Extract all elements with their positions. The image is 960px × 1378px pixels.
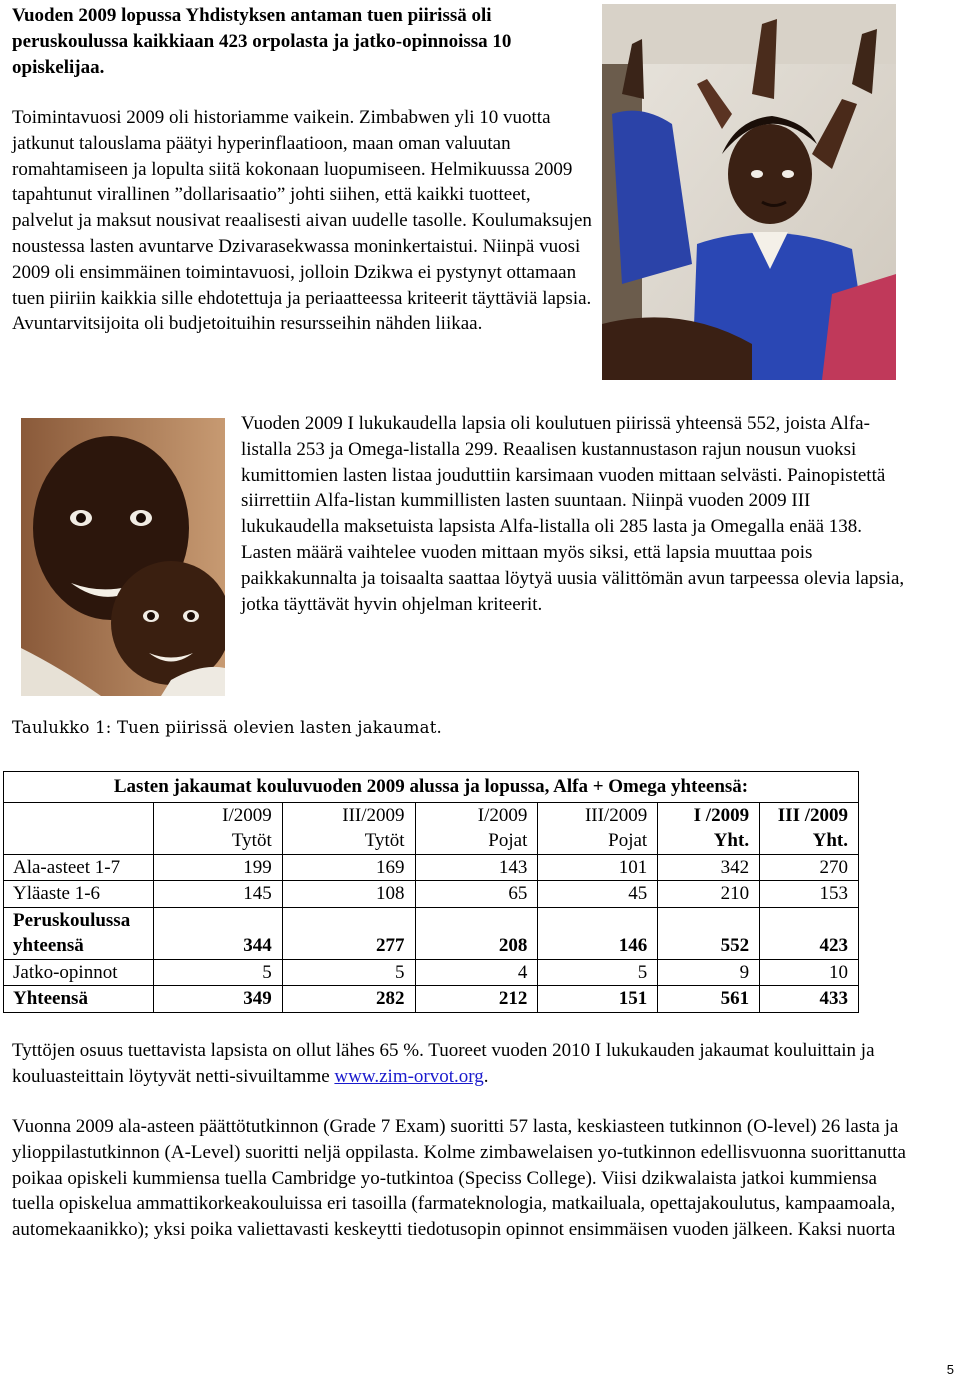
table-cell: 151 (538, 986, 658, 1013)
table-cell: 145 (153, 881, 282, 908)
distribution-table (3, 771, 859, 1013)
header-cell: III /2009 Yht. (760, 802, 859, 854)
header-cell: III/2009 Pojat (538, 802, 658, 854)
table-row (4, 881, 859, 908)
after-table-text: Tyttöjen osuus tuettavista lapsista on ollut lähes 65 %. Tuoreet vuoden 2010 I lukukauden jakaumat kouluittain ja kouluasteittain löytyvät netti-sivuiltamme (12, 1040, 875, 1087)
after-table-paragraph (12, 1038, 912, 1090)
classroom-photo (602, 4, 896, 380)
intro-lead: Vuoden 2009 lopussa Yhdistyksen antaman tuen piirissä oli peruskoulussa kaikkiaan 423 orpolasta ja jatko-opinnoissa 10 opiskelijaa. (12, 5, 512, 78)
table-cell: 4 (415, 959, 538, 986)
row-label: Yläaste 1-6 (4, 881, 154, 908)
table-title-row (4, 772, 859, 803)
table-cell: 9 (658, 959, 760, 986)
second-paragraph: Vuoden 2009 I lukukaudella lapsia oli koulutuen piirissä yhteensä 552, joista Alfa-listalla 253 ja Omega-listalla 299. Reaalisen kustannustason rajun nousun vuoksi kumittomien lasten listaa jouduttiin karsimaan vuoden mittaan selvästi. Painopistettä siirrettiin Alfa-listan kummillisten lasten suuntaan. Niinpä vuoden 2009 III lukukaudella maksetuista lapsista Alfa-listalla oli 285 lasta ja Omegalla enää 138. Lasten määrä vaihtelee vuoden mittaan myös siksi, että lapsia muuttaa pois paikkakunnalta ja toisaalta saattaa löytyä uusia välittömän avun tarpeessa olevia lapsia, jotka täyttävät hyvin ohjelman kriteerit. (241, 413, 905, 615)
table-cell: 282 (282, 986, 415, 1013)
after-table-end: . (483, 1065, 489, 1087)
table-cell: 208 (415, 907, 538, 959)
table-cell: 5 (282, 959, 415, 986)
table-row (4, 854, 859, 881)
table-cell: 5 (153, 959, 282, 986)
table-cell: 344 (153, 907, 282, 959)
table-row (4, 907, 859, 959)
header-cell: I/2009 Tytöt (153, 802, 282, 854)
table-cell: 108 (282, 881, 415, 908)
table-header-row (4, 802, 859, 854)
table-cell: 423 (760, 907, 859, 959)
final-paragraph: Vuonna 2009 ala-asteen päättötutkinnon (Grade 7 Exam) suoritti 57 lasta, keskiasteen tutkinnon (O-level) 26 lasta ja ylioppilastutkinnon (A-Level) suoritti neljä oppilasta. Kolme zimbawelaisen yo-tutkinnon edellisvuonna suorittanutta poikaa opiskeli kummiensa tuella Cambridge yo-tutkintoa (Speciss College). Viisi dzikwalaista jatkoi kummiensa tuella opiskelua ammattikorkeakouluissa eri tasoilla (farmateknologia, matkailuala, opettajakoulutus, kampaamoala, automekaanikko); yksi poika valiettavasti keskeytti tiedotusopin opinnot ensimmäisen vuoden jälkeen. Kaksi nuorta (12, 1116, 906, 1241)
table-cell: 210 (658, 881, 760, 908)
table-cell: 10 (760, 959, 859, 986)
row-label: Peruskoulussa yhteensä (4, 907, 154, 959)
table-cell: 199 (153, 854, 282, 881)
table-cell: 169 (282, 854, 415, 881)
table-row (4, 959, 859, 986)
table-cell: 5 (538, 959, 658, 986)
table-cell: 65 (415, 881, 538, 908)
children-photo (21, 418, 225, 696)
table-cell: 153 (760, 881, 859, 908)
table-cell: 552 (658, 907, 760, 959)
page-number: 5 (946, 1362, 954, 1377)
table-cell: 342 (658, 854, 760, 881)
table-cell: 277 (282, 907, 415, 959)
row-label: Jatko-opinnot (4, 959, 154, 986)
header-cell: I/2009 Pojat (415, 802, 538, 854)
table-cell: 45 (538, 881, 658, 908)
website-link[interactable]: www.zim-orvot.org (334, 1065, 484, 1087)
intro-paragraph: Toimintavuosi 2009 oli historiamme vaikein. Zimbabwen yli 10 vuotta jatkunut talouslama päätyi hyperinflaatioon, maan oman valuutan romahtamiseen ja lopulta siitä kokonaan luopumiseen. Helmikuussa 2009 tapahtunut virallinen ”dollarisaatio” johti siihen, että kaikki tuotteet, palvelut ja maksut nousivat reaalisesti aivan uudelle tasolle. Koulumaksujen noustessa lasten avuntarve Dzivarasekwassa moninkertaistui. Niinpä vuosi 2009 oli ensimmäinen toimintavuosi, jolloin Dzikwa ei pystynyt ottamaan tuen piiriin kaikkia sille ehdotettuja ja periaatteessa kriteerit täyttäviä lapsia. Avuntarvitsijoita oli budjetoituihin resursseihin nähden liikaa. (12, 107, 592, 335)
table-cell: 270 (760, 854, 859, 881)
row-label: Ala-asteet 1-7 (4, 854, 154, 881)
table-title: Lasten jakaumat kouluvuoden 2009 alussa ja lopussa, Alfa + Omega yhteensä: (4, 772, 859, 803)
table-caption: Taulukko 1: Tuen piirissä olevien lasten jakaumat. (12, 718, 442, 737)
table-cell: 101 (538, 854, 658, 881)
table-cell: 349 (153, 986, 282, 1013)
row-label: Yhteensä (4, 986, 154, 1013)
table-cell: 561 (658, 986, 760, 1013)
table-cell: 433 (760, 986, 859, 1013)
table-cell: 212 (415, 986, 538, 1013)
header-empty (4, 802, 154, 854)
header-cell: I /2009 Yht. (658, 802, 760, 854)
header-cell: III/2009 Tytöt (282, 802, 415, 854)
table-cell: 146 (538, 907, 658, 959)
table-cell: 143 (415, 854, 538, 881)
table-row (4, 986, 859, 1013)
